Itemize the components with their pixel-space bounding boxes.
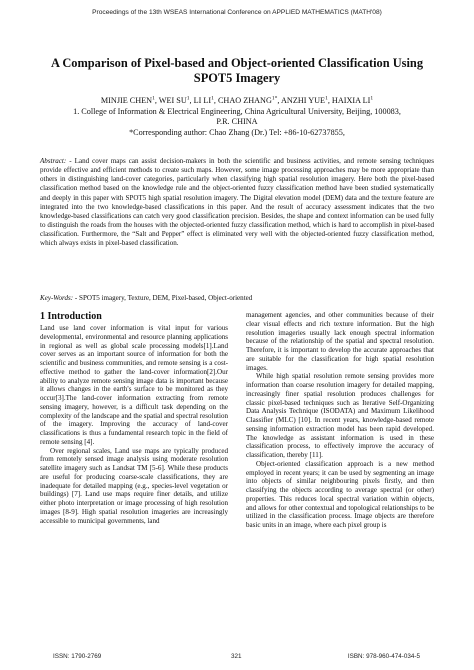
running-head: Proceedings of the 13th WSEAS International Conference on APPLIED MATHEMATICS (MATH'08) — [92, 9, 382, 16]
author-name: MINJIE CHEN — [100, 96, 153, 105]
page-number: 321 — [231, 653, 242, 660]
keywords-text: SPOT5 imagery, Texture, DEM, Pixel-based, Object-oriented — [79, 294, 253, 302]
author-name: HAIXIA LI — [331, 96, 371, 105]
paragraph: While high spatial resolution remote sensing provides more information than coarse resolution imagery for detailed mapping, increasingly finer spatial resolution produces challenges for classic pixel-based techniques such as Iterative Self-Organizing Data Analysis Technique (ISODATA) and Maximum Likelihood Classifier (MLC) [10]. In recent years, knowledge-based remote sensing information extraction model has been rapid developed. The knowledge as assistant information is used in these classification process, to effectively improve the accuracy of classification, thereby [11]. — [246, 372, 434, 459]
author-name: WEI SU — [158, 96, 187, 105]
left-column — [40, 324, 228, 525]
abstract-label: Abstract: - — [40, 157, 72, 165]
author-name: CHAO ZHANG — [217, 96, 272, 105]
affiliation-country: P.R. CHINA — [216, 117, 258, 127]
abstract — [40, 157, 434, 249]
author-name: ANZHI YUE — [281, 96, 326, 105]
author-affil-mark: 1 — [211, 95, 214, 102]
author-affil-mark: 1* — [271, 95, 278, 102]
abstract-text: Land cover maps can assist decision-makers in both the scientific and business activities, and remote sensing techniques provide effective and efficient methods to create such maps. However, some image processing approaches may be more appropriate than others in distinguishing land-cover categories, particularly when classifying high spatial resolution imagery. Here both the pixel-based classification method based on the knowledge rule and the object-oriented fuzzy classification method have been studied systematically and deeply in this paper with SPOT5 high spatial resolution imagery. The Digital elevation model (DEM) data and the texture feature are integrated into the two knowledge-based classifications in this paper. And the result of accuracy assessment indicates that the two knowledge-based classifications can catch very good classification precision. Besides, the shape and context information can be used fully to distinguish the roads from the houses with the objected-oriented fuzzy classification method, which is hard to accomplish in pixel-based classification. Furthermore, the “Salt and Pepper” effect is eliminated very well with the objected-oriented fuzzy classification method, which always exists in pixel-based classification. — [40, 157, 435, 248]
author-name: LI LI — [193, 96, 212, 105]
keywords — [40, 294, 434, 303]
keywords-label: Key-Words: - — [40, 294, 78, 302]
author-affil-mark: 1 — [152, 95, 155, 102]
author-affil-mark: 1 — [370, 95, 374, 102]
paragraph: management agencies, and other communities because of their clear visual effects and rich texture information. But the high resolution imageries usually lack enough spectral information because of the relationship of the spatial and spectral resolution. Therefore, it is important to develop the accurate approaches that are suitable for the classification for high spatial resolution images. — [246, 311, 434, 372]
author-list: MINJIE CHEN$^1$, WEI $SU^1$, LI $LI^1$, CHAO $ZHANG^{1*}$, ANZHI YUE$^1$, HAIXIA $LI^1$ — [100, 95, 374, 105]
author-affil-mark: 1 — [186, 95, 190, 102]
corresponding-author: *Corresponding author: Chao Zhang (Dr.) Tel: +86-10-62737855, — [129, 127, 345, 137]
author-affil-mark: 1 — [325, 95, 328, 102]
author-block — [30, 96, 444, 138]
paper-title: A Comparison of Pixel-based and Object-oriented Classification Using SPOT5 Imagery — [50, 56, 424, 85]
paragraph: Land use land cover information is vital input for various developmental, environmental and resource planning applications in regional as well as global scale processing models[1].Land cover serves as an important source of information for both the scientific and business communities, and remote sensing is a cost-effective method to gather the land-cover information[2].Our ability to analyze remote sensing image data is important because it allows changes in the earth's surface to be monitored as they occur[3].The land-cover information extracting from remote sensing imagery, however, is a difficult task depending on the complexity of the landscape and the spatial and spectral resolution of the imagery. Improving the accuracy of land-cover classifications is thus a fundamental research topic in the field of remote sensing [4]. — [40, 324, 228, 446]
footer-issn: ISSN: 1790-2769 — [53, 653, 102, 660]
footer-isbn: ISBN: 978-960-474-034-5 — [347, 653, 420, 660]
paragraph: Object-oriented classification approach is a new method employed in recent years; it can be used by segmenting an image into objects of similar neighbouring pixels firstly, and then classifying the objects according to average spectral (or other) properties. This reduces local spectral variation within objects, and allows for other contextual and topological relationships to be utilized in the classification process. Image objects are therefore basic units in an image, where each pixel group is — [246, 459, 434, 529]
section-heading-introduction: 1 Introduction — [40, 311, 102, 322]
paragraph: Over regional scales, Land use maps are typically produced from remotely sensed image analysis using moderate resolution satellite imagery such as Landsat TM [5-6]. While these products are useful for producing coarse-scale classifications, they are inadequate for detailed mapping (e.g., species-level vegetation or buildings) [7]. Land use maps require finer details, and utilize either photo interpretation or image processing of high resolution images [8-9]. High spatial resolution imageries are increasingly accessible to municipal governments, land — [40, 446, 228, 525]
right-column — [246, 311, 434, 530]
affiliation-line: 1. College of Information & Electrical Engineering, China Agricultural University, Beijing, 100083, — [73, 106, 401, 116]
